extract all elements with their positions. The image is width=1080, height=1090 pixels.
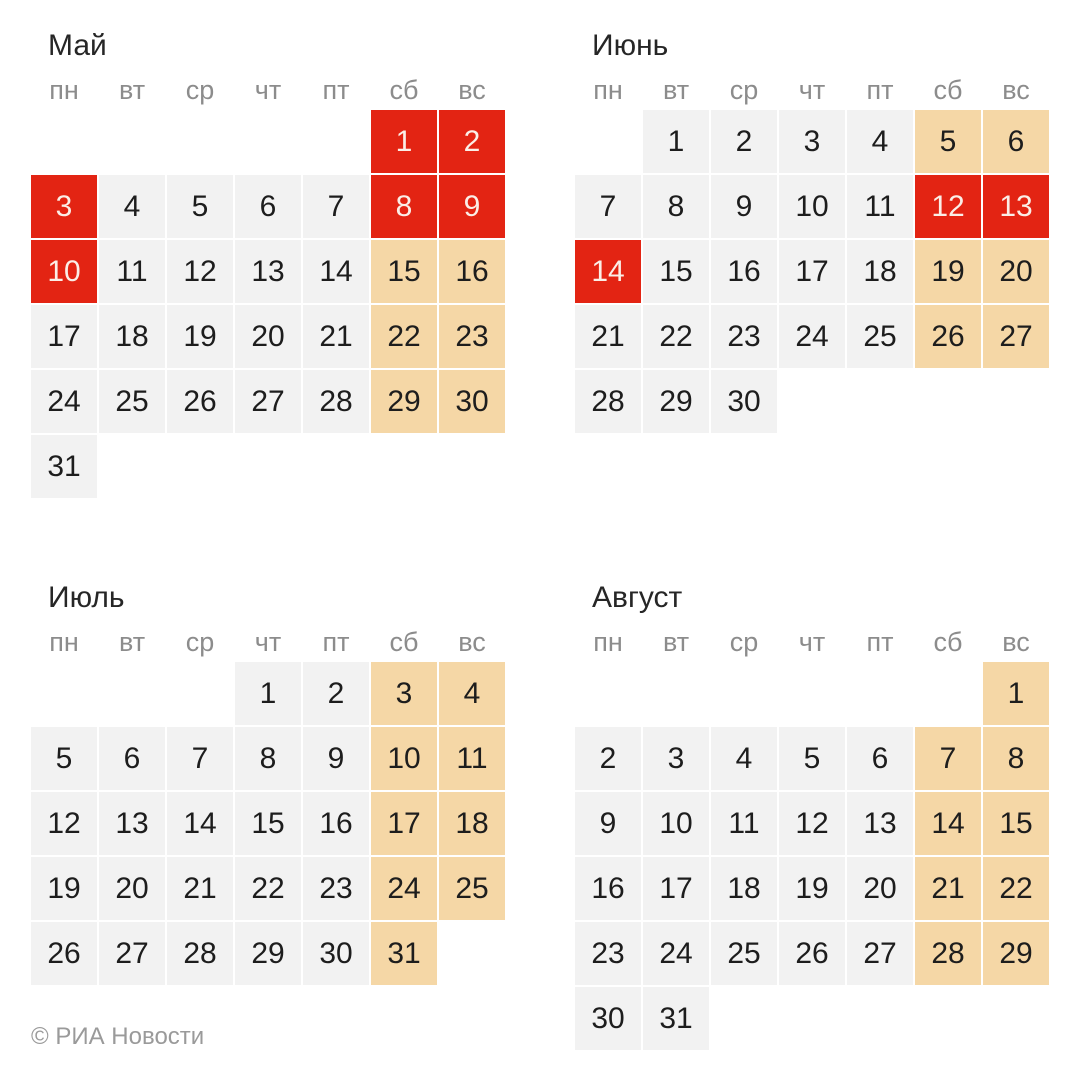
weekday-label: пт: [866, 75, 894, 105]
weekday-label: сб: [389, 627, 419, 657]
month-may: [31, 28, 505, 538]
month-july: [31, 580, 505, 1090]
day-cell: 8: [643, 175, 709, 238]
weekday-label: вс: [1002, 627, 1030, 657]
weekday-label: ср: [729, 627, 759, 657]
day-cell: 13: [983, 175, 1049, 238]
day-cell: 19: [915, 240, 981, 303]
day-cell: 2: [303, 662, 369, 725]
day-grid: [31, 110, 505, 498]
weekday-label: пт: [322, 75, 350, 105]
empty-cell: [643, 662, 709, 725]
day-cell: 29: [235, 922, 301, 985]
day-cell: 1: [235, 662, 301, 725]
weekday-label: чт: [254, 627, 282, 657]
day-cell: 4: [99, 175, 165, 238]
day-cell: 19: [31, 857, 97, 920]
day-cell: 25: [847, 305, 913, 368]
month-june: [575, 28, 1049, 538]
day-cell: 26: [31, 922, 97, 985]
day-cell: 13: [847, 792, 913, 855]
day-cell: 26: [779, 922, 845, 985]
day-cell: 10: [643, 792, 709, 855]
day-cell: 19: [779, 857, 845, 920]
weekday-label: вс: [458, 627, 486, 657]
month-title: Май: [48, 29, 107, 62]
day-cell: 9: [575, 792, 641, 855]
weekday-label: чт: [798, 627, 826, 657]
weekday-label: сб: [933, 75, 963, 105]
day-cell: 4: [439, 662, 505, 725]
day-cell: 18: [439, 792, 505, 855]
day-cell: 30: [711, 370, 777, 433]
empty-cell: [31, 662, 97, 725]
day-cell: 4: [711, 727, 777, 790]
day-cell: 31: [371, 922, 437, 985]
empty-cell: [847, 662, 913, 725]
day-cell: 14: [167, 792, 233, 855]
day-cell: 2: [439, 110, 505, 173]
weekday-label: вт: [662, 75, 690, 105]
weekday-label: пт: [866, 627, 894, 657]
weekday-label: чт: [798, 75, 826, 105]
day-cell: 30: [575, 987, 641, 1050]
day-cell: 31: [643, 987, 709, 1050]
day-cell: 9: [439, 175, 505, 238]
day-cell: 15: [371, 240, 437, 303]
day-cell: 17: [371, 792, 437, 855]
day-cell: 23: [439, 305, 505, 368]
day-cell: 30: [439, 370, 505, 433]
weekday-label: пн: [593, 627, 623, 657]
day-cell: 4: [847, 110, 913, 173]
day-cell: 7: [303, 175, 369, 238]
day-cell: 15: [643, 240, 709, 303]
day-cell: 5: [779, 727, 845, 790]
day-cell: 24: [371, 857, 437, 920]
day-cell: 6: [235, 175, 301, 238]
day-cell: 22: [371, 305, 437, 368]
weekday-label: ср: [185, 627, 215, 657]
day-cell: 2: [575, 727, 641, 790]
day-cell: 20: [235, 305, 301, 368]
day-cell: 13: [99, 792, 165, 855]
weekday-header: [31, 625, 505, 660]
day-cell: 17: [779, 240, 845, 303]
day-cell: 29: [371, 370, 437, 433]
day-cell: 28: [575, 370, 641, 433]
weekday-label: сб: [933, 627, 963, 657]
day-cell: 6: [847, 727, 913, 790]
day-cell: 28: [915, 922, 981, 985]
day-cell: 8: [235, 727, 301, 790]
day-cell: 3: [643, 727, 709, 790]
day-cell: 7: [575, 175, 641, 238]
day-cell: 14: [575, 240, 641, 303]
weekday-header: [575, 73, 1049, 108]
day-cell: 22: [235, 857, 301, 920]
day-grid: [575, 662, 1049, 1050]
day-cell: 3: [31, 175, 97, 238]
day-cell: 9: [303, 727, 369, 790]
weekday-label: вс: [1002, 75, 1030, 105]
weekday-label: сб: [389, 75, 419, 105]
day-cell: 23: [303, 857, 369, 920]
weekday-label: ср: [185, 75, 215, 105]
day-cell: 17: [643, 857, 709, 920]
day-cell: 21: [167, 857, 233, 920]
day-cell: 11: [847, 175, 913, 238]
day-cell: 18: [711, 857, 777, 920]
day-cell: 24: [31, 370, 97, 433]
day-cell: 28: [303, 370, 369, 433]
day-cell: 8: [371, 175, 437, 238]
month-august: [575, 580, 1049, 1090]
day-cell: 23: [711, 305, 777, 368]
day-cell: 25: [439, 857, 505, 920]
day-cell: 1: [983, 662, 1049, 725]
day-cell: 7: [915, 727, 981, 790]
day-cell: 27: [847, 922, 913, 985]
day-cell: 16: [575, 857, 641, 920]
empty-cell: [303, 110, 369, 173]
day-cell: 21: [303, 305, 369, 368]
day-cell: 10: [31, 240, 97, 303]
weekday-header: [31, 73, 505, 108]
day-cell: 26: [167, 370, 233, 433]
weekday-label: чт: [254, 75, 282, 105]
month-title: Август: [592, 581, 683, 614]
weekday-label: вт: [118, 75, 146, 105]
day-grid: [31, 662, 505, 985]
day-cell: 12: [167, 240, 233, 303]
day-cell: 30: [303, 922, 369, 985]
weekday-label: ср: [729, 75, 759, 105]
day-cell: 27: [983, 305, 1049, 368]
day-cell: 12: [31, 792, 97, 855]
empty-cell: [99, 110, 165, 173]
day-cell: 17: [31, 305, 97, 368]
day-cell: 27: [235, 370, 301, 433]
day-cell: 11: [99, 240, 165, 303]
day-cell: 19: [167, 305, 233, 368]
empty-cell: [167, 662, 233, 725]
day-grid: [575, 110, 1049, 433]
day-cell: 3: [779, 110, 845, 173]
day-cell: 10: [371, 727, 437, 790]
day-cell: 11: [439, 727, 505, 790]
weekday-label: пт: [322, 627, 350, 657]
day-cell: 5: [31, 727, 97, 790]
empty-cell: [779, 662, 845, 725]
empty-cell: [99, 662, 165, 725]
weekday-label: вт: [662, 627, 690, 657]
empty-cell: [31, 110, 97, 173]
day-cell: 21: [575, 305, 641, 368]
day-cell: 23: [575, 922, 641, 985]
day-cell: 27: [99, 922, 165, 985]
day-cell: 21: [915, 857, 981, 920]
day-cell: 16: [711, 240, 777, 303]
weekday-label: пн: [49, 75, 79, 105]
weekday-label: пн: [49, 627, 79, 657]
day-cell: 12: [779, 792, 845, 855]
day-cell: 22: [643, 305, 709, 368]
day-cell: 22: [983, 857, 1049, 920]
day-cell: 5: [915, 110, 981, 173]
day-cell: 16: [439, 240, 505, 303]
day-cell: 28: [167, 922, 233, 985]
empty-cell: [235, 110, 301, 173]
day-cell: 16: [303, 792, 369, 855]
day-cell: 3: [371, 662, 437, 725]
empty-cell: [575, 662, 641, 725]
day-cell: 20: [99, 857, 165, 920]
day-cell: 24: [779, 305, 845, 368]
day-cell: 18: [847, 240, 913, 303]
day-cell: 20: [983, 240, 1049, 303]
day-cell: 2: [711, 110, 777, 173]
day-cell: 11: [711, 792, 777, 855]
day-cell: 15: [983, 792, 1049, 855]
day-cell: 14: [915, 792, 981, 855]
day-cell: 31: [31, 435, 97, 498]
day-cell: 10: [779, 175, 845, 238]
weekday-label: вс: [458, 75, 486, 105]
weekday-label: вт: [118, 627, 146, 657]
day-cell: 9: [711, 175, 777, 238]
credit-watermark: © РИА Новости: [31, 1023, 205, 1050]
day-cell: 29: [643, 370, 709, 433]
empty-cell: [915, 662, 981, 725]
empty-cell: [711, 662, 777, 725]
weekday-header: [575, 625, 1049, 660]
day-cell: 18: [99, 305, 165, 368]
day-cell: 5: [167, 175, 233, 238]
empty-cell: [167, 110, 233, 173]
day-cell: 25: [99, 370, 165, 433]
day-cell: 7: [167, 727, 233, 790]
month-title: Июнь: [592, 29, 669, 62]
day-cell: 20: [847, 857, 913, 920]
month-title: Июль: [48, 581, 125, 614]
day-cell: 6: [99, 727, 165, 790]
day-cell: 1: [371, 110, 437, 173]
day-cell: 6: [983, 110, 1049, 173]
day-cell: 15: [235, 792, 301, 855]
day-cell: 25: [711, 922, 777, 985]
weekday-label: пн: [593, 75, 623, 105]
empty-cell: [575, 110, 641, 173]
day-cell: 1: [643, 110, 709, 173]
day-cell: 26: [915, 305, 981, 368]
day-cell: 14: [303, 240, 369, 303]
day-cell: 12: [915, 175, 981, 238]
day-cell: 8: [983, 727, 1049, 790]
day-cell: 24: [643, 922, 709, 985]
day-cell: 29: [983, 922, 1049, 985]
day-cell: 13: [235, 240, 301, 303]
